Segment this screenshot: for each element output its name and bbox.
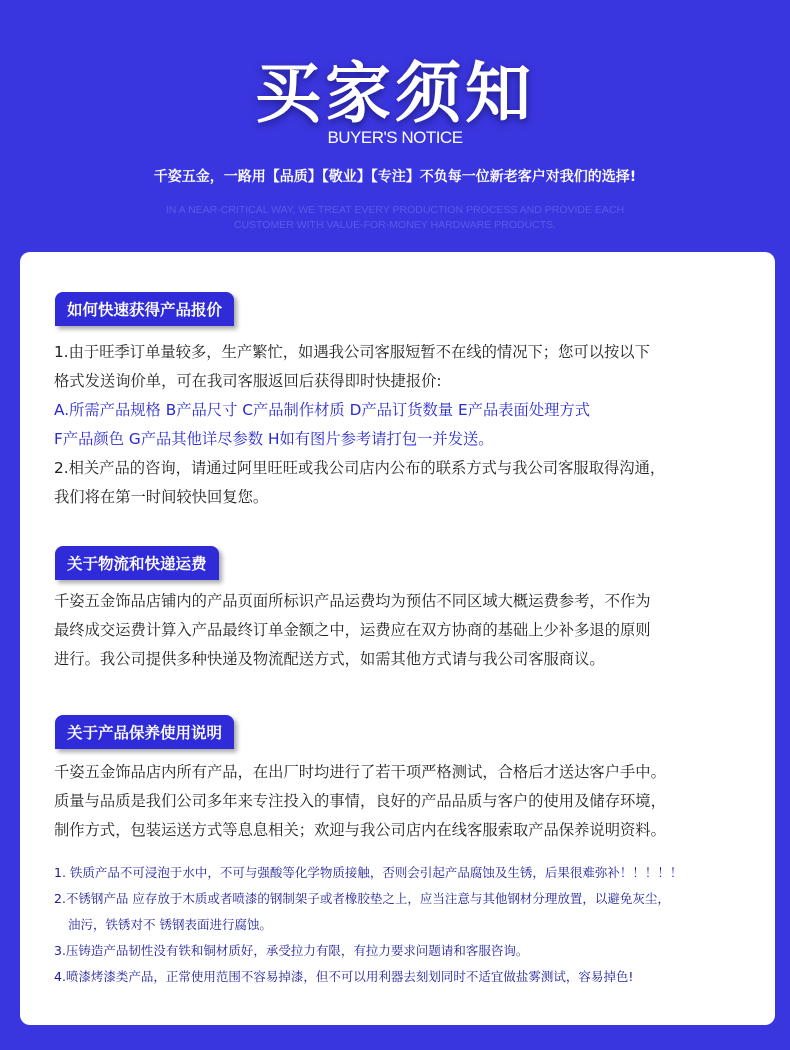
notice-card bbox=[20, 252, 775, 1025]
section-heading-care: 关于产品保养使用说明 bbox=[55, 715, 234, 749]
slogan: 千姿五金，一路用【品质】【敬业】【专注】不负每一位新老客户对我们的选择! bbox=[153, 169, 637, 185]
note-item: 1. 铁质产品不可浸泡于水中，不可与强酸等化学物质接触，否则会引起产品腐蚀及生锈，后果很难弥补！！！！！ bbox=[54, 865, 683, 880]
section-shipping-body bbox=[54, 587, 769, 674]
text-line: 千姿五金饰品店内所有产品，在出厂时均进行了若干项严格测试，合格后才送达客户手中。 bbox=[54, 763, 666, 781]
english-tagline bbox=[0, 203, 790, 233]
section-care-body bbox=[54, 758, 769, 845]
section-heading-shipping: 关于物流和快递运费 bbox=[55, 546, 219, 580]
section-heading-quote: 如何快速获得产品报价 bbox=[55, 292, 234, 326]
text-line: A.所需产品规格 B产品尺寸 C产品制作材质 D产品订货数量 E产品表面处理方式 bbox=[54, 401, 591, 419]
note-item: 4.喷漆烤漆类产品，正常使用范围不容易掉漆，但不可以用利器去刻划同时不适宜做盐雾测试，容易掉色! bbox=[54, 969, 634, 984]
text-line: 最终成交运费计算入产品最终订单金额之中，运费应在双方协商的基础上少补多退的原则 bbox=[54, 621, 651, 639]
text-line: 我们将在第一时间较快回复您。 bbox=[54, 488, 269, 506]
note-item: 2.不锈钢产品 应存放于木质或者喷漆的钢制架子或者橡胶垫之上，应当注意与其他钢材分理放置，以避免灰尘， bbox=[54, 891, 670, 906]
text-line: 进行。我公司提供多种快递及物流配送方式，如需其他方式请与我公司客服商议。 bbox=[54, 650, 605, 668]
care-notes-list bbox=[54, 860, 769, 990]
text-line: 制作方式，包装运送方式等息息相关；欢迎与我公司店内在线客服索取产品保养说明资料。 bbox=[54, 821, 666, 839]
page-subtitle: BUYER'S NOTICE bbox=[327, 128, 463, 147]
text-line: 2.相关产品的咨询，请通过阿里旺旺或我公司店内公布的联系方式与我公司客服取得沟通， bbox=[54, 459, 666, 477]
text-line: F产品颜色 G产品其他详尽参数 H如有图片参考请打包一并发送。 bbox=[54, 430, 494, 448]
page-title: 买家须知 bbox=[255, 55, 535, 132]
note-item-continued: 油污，铁锈对不 锈钢表面进行腐蚀。 bbox=[68, 917, 272, 932]
text-line: 格式发送询价单，可在我司客服返回后获得即时快捷报价: bbox=[54, 372, 442, 390]
section-quote-body bbox=[54, 338, 769, 512]
text-line: 质量与品质是我们公司多年来专注投入的事情，良好的产品品质与客户的使用及储存环境， bbox=[54, 792, 666, 810]
text-line: 1.由于旺季订单量较多，生产繁忙，如遇我公司客服短暂不在线的情况下；您可以按以下 bbox=[54, 343, 650, 361]
text-line: 千姿五金饰品店铺内的产品页面所标识产品运费均为预估不同区域大概运费参考，不作为 bbox=[54, 592, 651, 610]
english-line: IN A NEAR-CRITICAL WAY, WE TREAT EVERY PRODUCTION PROCESS AND PROVIDE EACH bbox=[165, 204, 625, 216]
note-item: 3.压铸造产品韧性没有铁和铜材质好，承受拉力有限，有拉力要求问题请和客服咨询。 bbox=[54, 943, 529, 958]
english-line: CUSTOMER WITH VALUE-FOR-MONEY HARDWARE PRODUCTS. bbox=[233, 219, 557, 231]
